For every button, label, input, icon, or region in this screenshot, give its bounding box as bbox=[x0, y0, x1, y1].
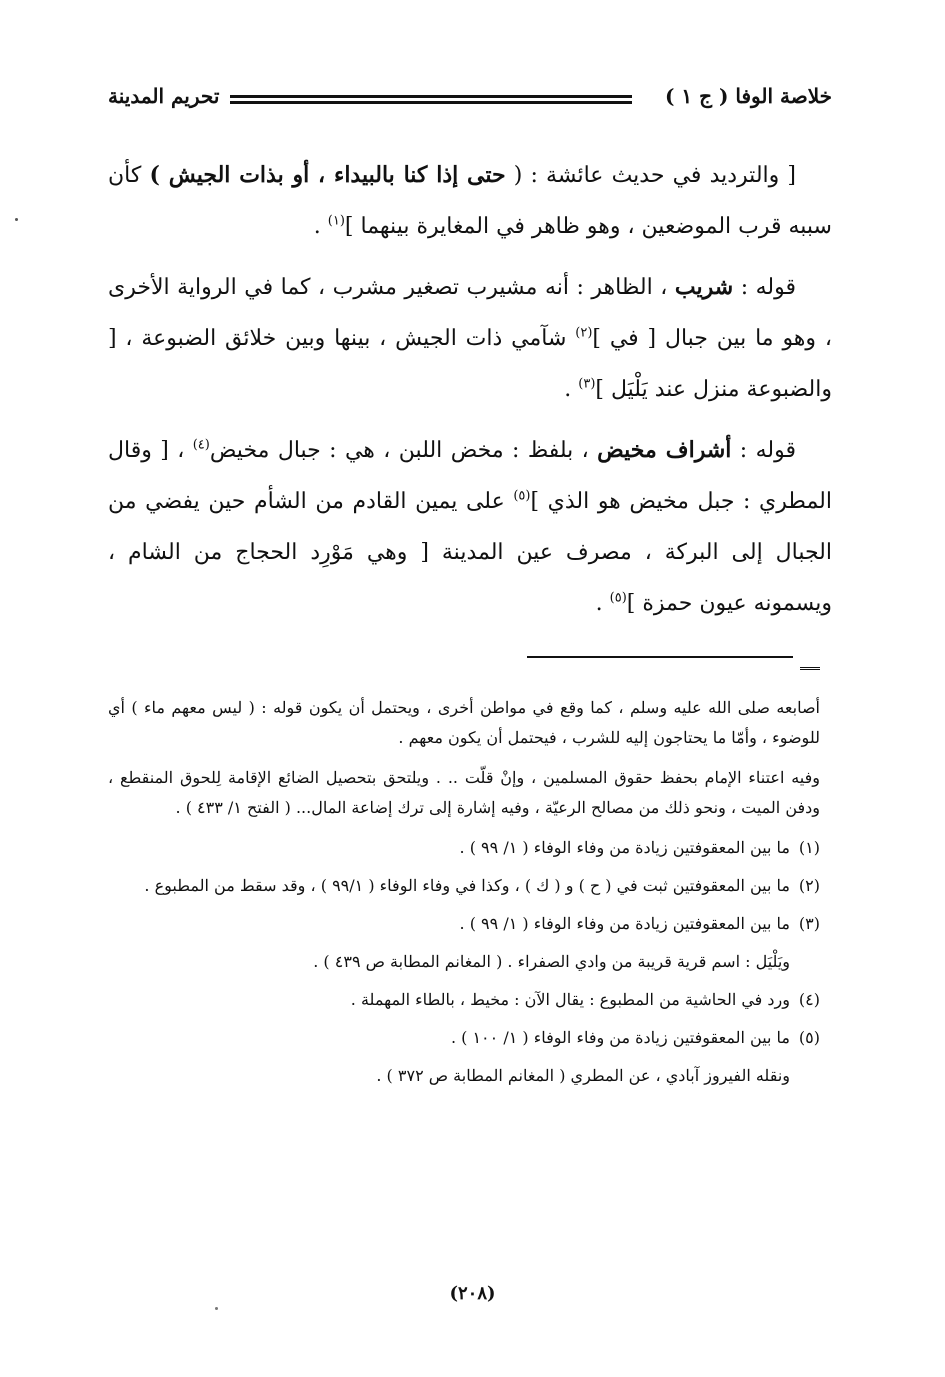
scan-speck bbox=[215, 1307, 218, 1310]
footnote-item-3 bbox=[108, 909, 820, 939]
paragraph-1: [ والترديد في حديث عائشة : ( حتى إذا كنا بالبيداء ، أو بذات الجيش ) كأن سببه قرب الموضعين ، وهو ظاهر في المغايرة بينهما ]$^{(١)}$ . bbox=[108, 162, 832, 239]
footnote-text: ما بين المعقوفتين ثبت في ( ح ) و ( ك ) ، وكذا في وفاء الوفاء ( ٩٩/١ ) ، وقد سقط من المطبوع . bbox=[144, 876, 790, 895]
scan-speck bbox=[15, 218, 18, 221]
footnote-ref-4: (٤) bbox=[192, 437, 210, 453]
bold-quote: حتى إذا كنا بالبيداء ، أو بذات الجيش ) bbox=[149, 162, 506, 188]
footnote-number bbox=[790, 1061, 820, 1091]
footnote-item-5-sub bbox=[108, 1061, 820, 1091]
footnote-text: ويَلْيَل : اسم قرية قريبة من وادي الصفراء . ( المغانم المطابة ص ٤٣٩ ) . bbox=[313, 952, 790, 971]
running-header bbox=[108, 84, 832, 114]
footnote-text: ونقله الفيروز آبادي ، عن المطري ( المغانم المطابة ص ٣٧٢ ) . bbox=[376, 1066, 790, 1085]
footnote-item-2 bbox=[108, 871, 820, 901]
paragraph-3: قوله : أشراف مخيض ، بلفظ : مخض اللبن ، هي : جبال مخيض$^{(٤)}$ ، [ وقال المطري : جبل مخيض هو الذي ]$^{(٥)}$ على يمين القادم من الشأم حين يفضي من الجبال إلى البركة ، مصرف عين المدينة [ وهي مَوْرِد الحجاج من الشام ، ويسمونه عيون حمزة ]$^{(٥)}$ . bbox=[108, 437, 833, 616]
footnote-number: (٥) bbox=[798, 1028, 820, 1047]
footnote-number: (١) bbox=[798, 838, 820, 857]
footnote-item-3-sub bbox=[108, 947, 820, 977]
footnote-number: (٤) bbox=[798, 990, 820, 1009]
bold-term-ashraf-mukhayd: أشراف مخيض bbox=[597, 437, 732, 463]
footnote-ref-1: (١) bbox=[327, 213, 345, 229]
footnotes bbox=[108, 693, 820, 1099]
page-number: (٢٠٨) bbox=[449, 1283, 496, 1304]
footnote-item-4 bbox=[108, 985, 820, 1015]
footnote-text: ورد في الحاشية من المطبوع : يقال الآن : مخيط ، بالطاء المهملة . bbox=[350, 990, 790, 1009]
footnote-ref-5: (٥) bbox=[513, 488, 531, 504]
footnote-separator bbox=[527, 656, 793, 658]
footnote-continuation-2: وفيه اعتناء الإمام بحفظ حقوق المسلمين ، وإنْ قلّت .. . ويلتحق بتحصيل الضائع الإقامة لِلحوق المنقطع ، ودفن الميت ، ونحو ذلك من مصالح الرعيّة ، وفيه إشارة إلى ترك إضاعة المال... ( الفتح ١/ ٤٣٣ ) . bbox=[108, 768, 820, 817]
footnote-ref-5b: (٥) bbox=[609, 590, 627, 606]
footnote-number: (٢) bbox=[798, 876, 820, 895]
footnote-number bbox=[790, 947, 820, 977]
footnote-item-1 bbox=[108, 833, 820, 863]
footnote-separator-dash bbox=[800, 667, 820, 670]
bold-term-shurayb: شريب bbox=[674, 274, 734, 300]
footnote-text: ما بين المعقوفتين زيادة من وفاء الوفاء ( ١/ ١٠٠ ) . bbox=[450, 1028, 790, 1047]
footnote-text: ما بين المعقوفتين زيادة من وفاء الوفاء ( ١/ ٩٩ ) . bbox=[459, 838, 790, 857]
main-text bbox=[108, 150, 832, 639]
header-rule bbox=[230, 95, 632, 104]
footnote-ref-2: (٢) bbox=[575, 325, 593, 341]
header-book-title: خلاصة الوفا ( ج ١ ) bbox=[664, 84, 832, 108]
footnote-text: ما بين المعقوفتين زيادة من وفاء الوفاء ( ١/ ٩٩ ) . bbox=[459, 914, 790, 933]
footnote-item-5 bbox=[108, 1023, 820, 1053]
paragraph-2: قوله : شريب ، الظاهر : أنه مشيرب تصغير مشرب ، كما في الرواية الأخرى ، وهو ما بين جبال [ في ]$^{(٢)}$ شآمي ذات الجيش ، بينها وبين خلائق الضبوعة ، [ والضبوعة منزل عند يَلْيَل ]$^{(٣)}$ . bbox=[108, 274, 832, 402]
header-chapter-title: تحريم المدينة bbox=[108, 84, 220, 108]
footnote-number: (٣) bbox=[798, 914, 820, 933]
footnote-ref-3: (٣) bbox=[578, 376, 596, 392]
footnote-continuation-1: أصابعه صلى الله عليه وسلم ، كما وقع في مواطن أخرى ، ويحتمل أن يكون قوله : ( ليس معهم ماء ) أي للوضوء ، وأمّا ما يحتاجون إليه للشرب ، فيحتمل أن يكون معهم . bbox=[108, 698, 820, 747]
